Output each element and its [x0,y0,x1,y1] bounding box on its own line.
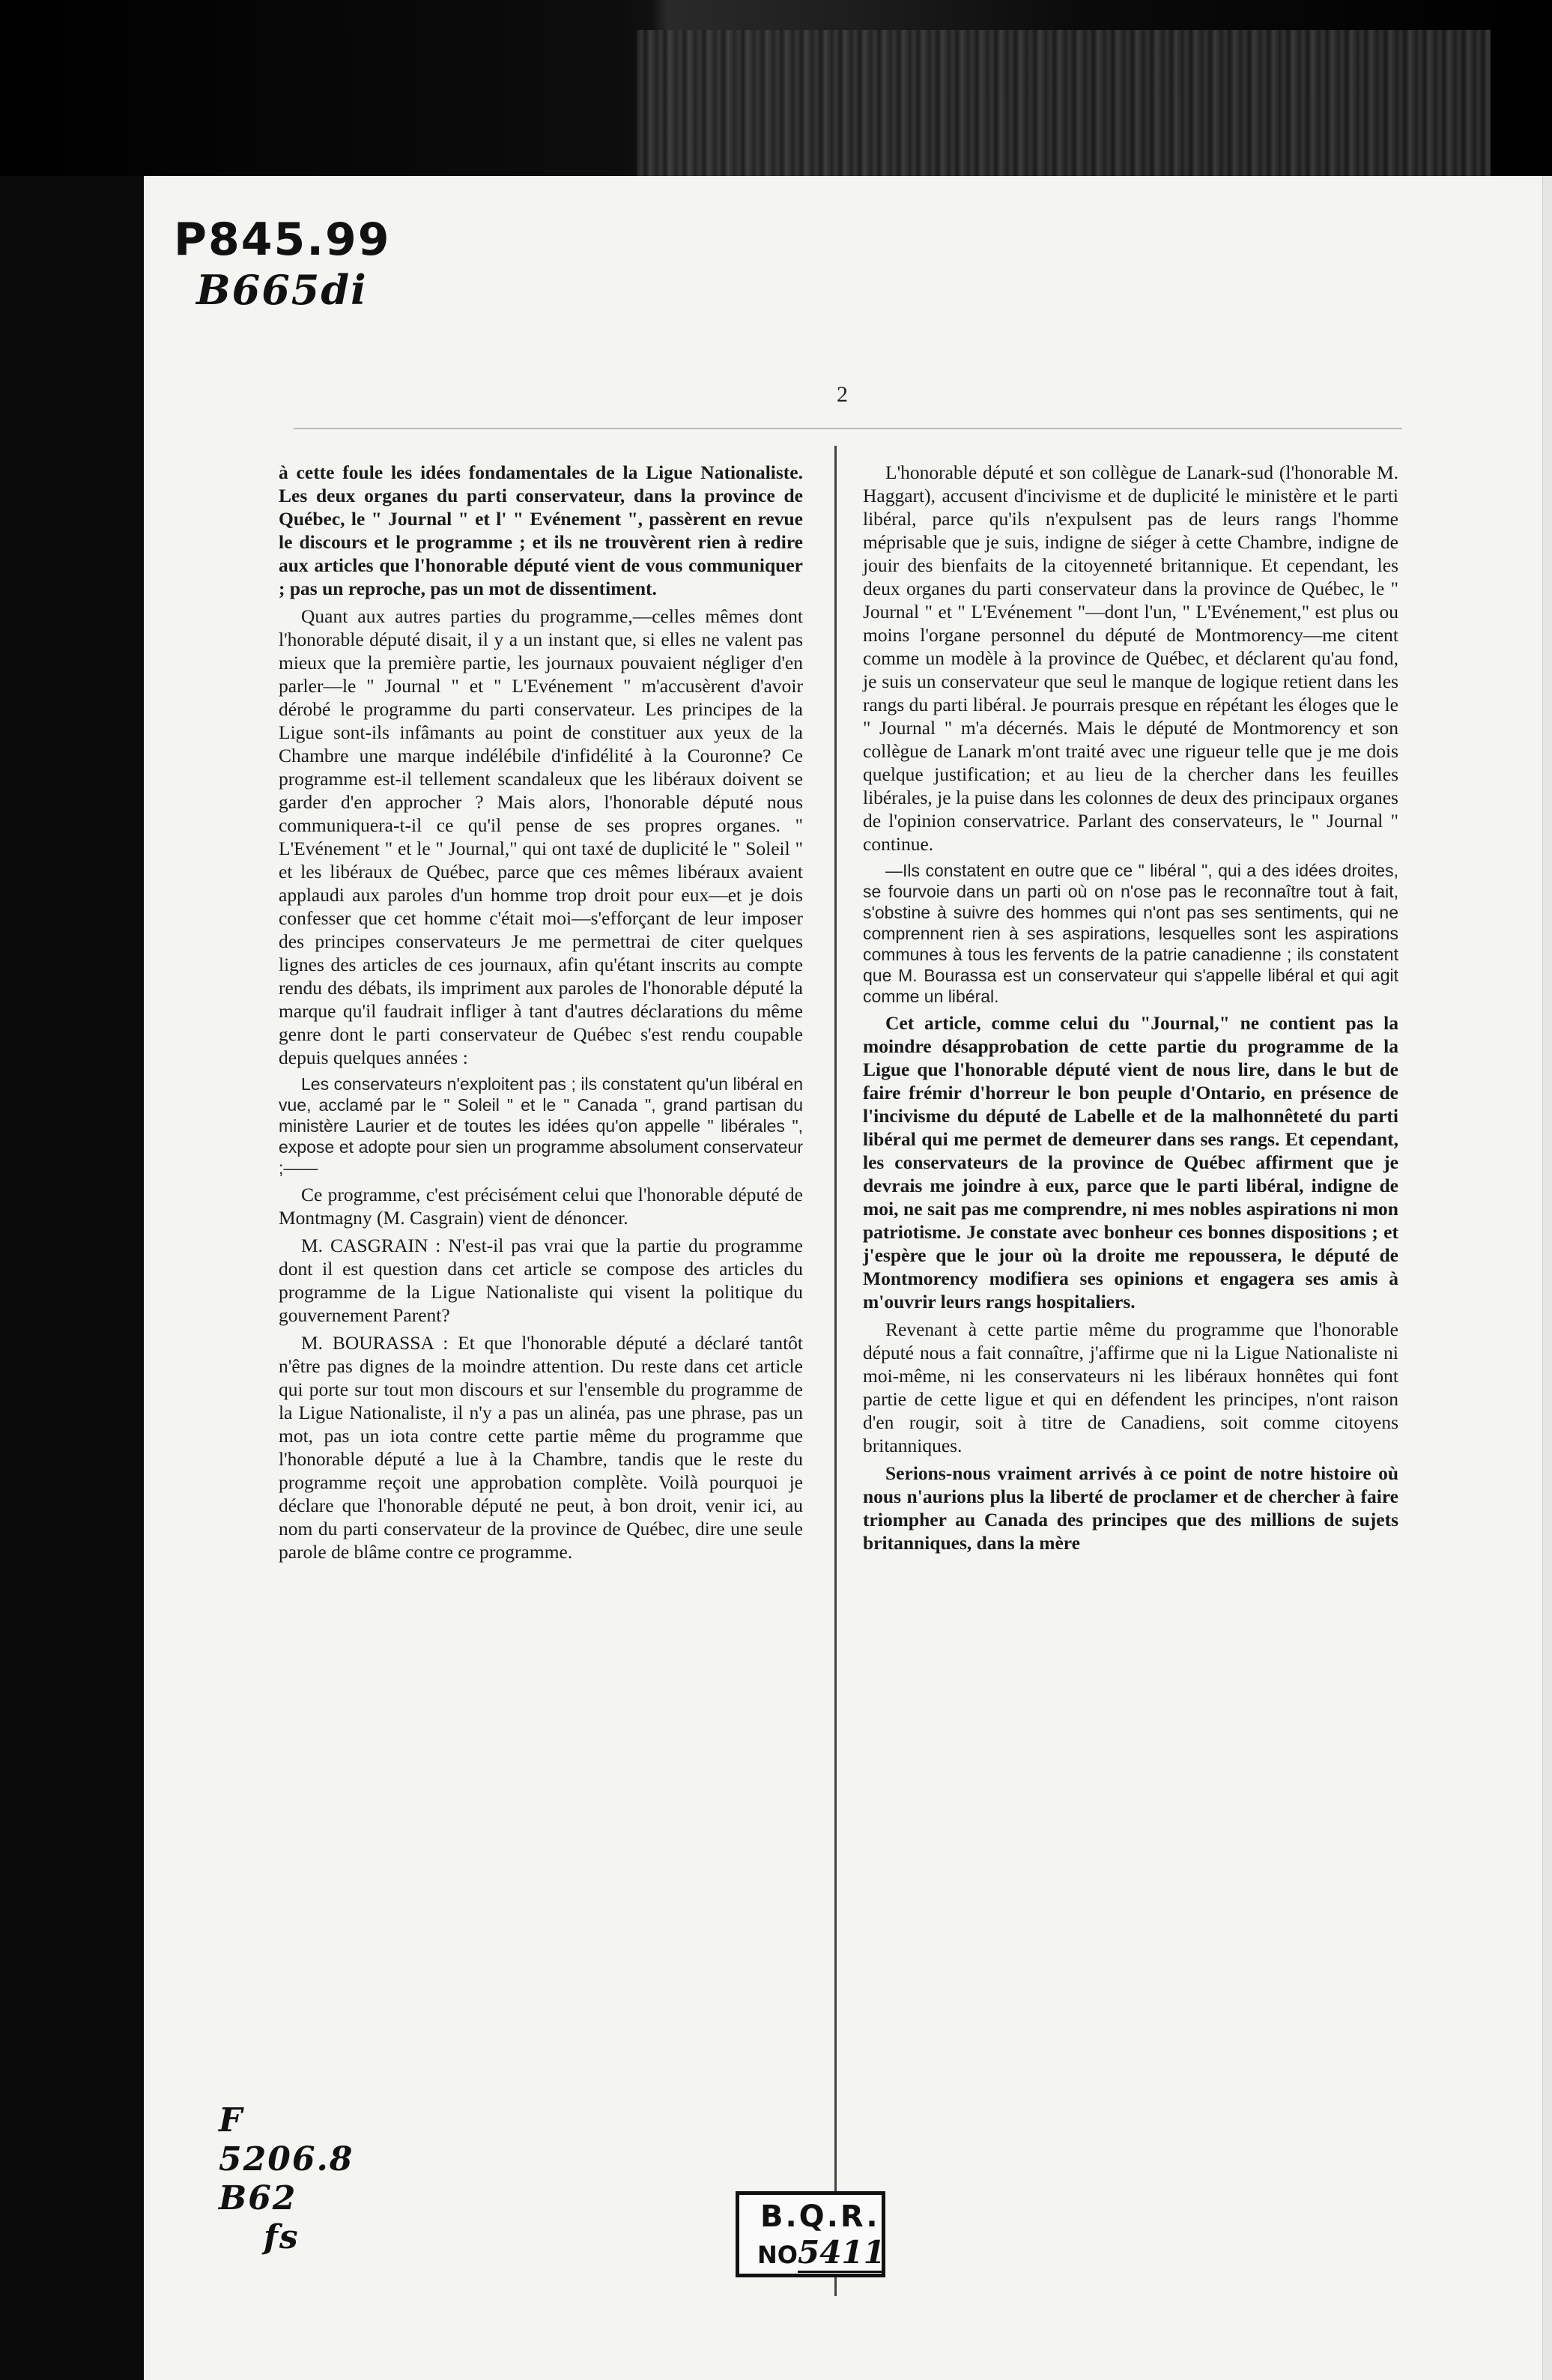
paragraph: Quant aux autres parties du programme,—celles mêmes dont l'honorable député disait, il y a un instant que, si elles ne valent pas mieux que la première partie, les journaux pouvaient négliger d'en parler—le " Journal " et " L'Evénement " m'accusèrent d'avoir dérobé le programme du parti conservateur. Les principes de la Ligue sont-ils infâmants au point de constituer aux yeux de la Chambre une marque indélébile d'infidélité à la Couronne? Ce programme est-il tellement scandaleux que les libéraux doivent se garder d'en approcher ? Mais alors, l'honorable député nous communiquera-t-il ce qu'il pense de ses propres organes. " L'Evénement " et le " Journal," qui ont taxé de duplicité le " Soleil " et les libéraux de Québec, parce que ces mêmes libéraux avaient applaudi aux paroles d'un homme trop droit pour eux—et je dois confesser que cet homme c'était moi—s'efforçant de leur imposer des principes conservateurs Je me permettrai de citer quelques lignes des articles de ces journaux, afin qu'étant inscrits au compte rendu des débats, ils impriment aux paroles de l'honorable député la marque qu'il faudrait infliger à tant d'autres déclarations du même genre dont le parti conservateur de Québec s'est rendu coupable depuis quelques années : [279,605,803,1068]
paragraph: Serions-nous vraiment arrivés à ce point de notre histoire où nous n'aurions plus la liberté de proclamer et de chercher à faire triompher au Canada des principes que des millions de sujets britanniques, dans la mère [863,1462,1398,1554]
catalog-bottom-notes [219,2101,354,2257]
document-page [144,176,1543,2380]
catalog-note: F [219,2101,244,2140]
catalog-note: fs [264,2218,300,2256]
catalog-number: P845.99 [174,214,391,266]
stamp-number [757,2234,885,2271]
left-column [279,461,803,1568]
catalog-author-code: B665di [196,266,368,314]
stamp-number-value: 5411 [798,2234,885,2273]
paragraph: à cette foule les idées fondamentales de la Ligue Nationaliste. Les deux organes du parti conservateur, dans la province de Québec, le " Journal " et l' " Evénement ", passèrent en revue le discours et le programme ; et ils ne trouvèrent rien à redire aux articles que l'honorable député vient de vous communiquer ; pas un reproche, pas un mot de dissentiment. [279,461,803,599]
paragraph: L'honorable député et son collègue de Lanark-sud (l'honorable M. Haggart), accusent d'incivisme et de duplicité le ministère et le parti libéral, parce qu'ils n'expulsent pas de leurs rangs l'homme méprisable que je suis, indigne de siéger à cette Chambre, indigne de jouir des bienfaits de la citoyenneté britannique. Et cependant, les deux organes du parti conservateur dans la province de Québec, le " Journal " et " L'Evénement "—dont l'un, " L'Evénement," est plus ou moins l'organe personnel du député de Montmorency—me citent comme un modèle à la province de Québec, et déclarent qu'au fond, je suis un conservateur que seul le manque de logique retient dans les rangs du parti libéral. Je pourrais presque en répétant les éloges que le " Journal " m'a décernés. Mais le député de Montmorency et son collègue de Lanark m'ont traité avec une rigueur telle que je me dois quelque justification; et au lieu de la chercher dans les feuilles libérales, je la puise dans les colonnes de deux des principaux organes de l'opinion conservatrice. Parlant des conservateurs, le " Journal " continue. [863,461,1398,855]
quoted-paragraph: Les conservateurs n'exploitent pas ; ils constatent qu'un libéral en vue, acclamé par le " Soleil " et le " Canada ", grand partisan du ministère Laurier et de toutes les idées qu'on appelle " libérales ", expose et adopte pour sien un programme absolument conservateur ;—— [279,1074,803,1178]
paragraph: M. CASGRAIN : N'est-il pas vrai que la partie du programme dont il est question dans cet article se compose des articles du programme de la Ligue Nationaliste qui visent la politique du gouvernement Parent? [279,1235,803,1326]
page-number: 2 [837,382,848,407]
stamp-prefix: NO [757,2241,798,2269]
paragraph: Ce programme, c'est précisément celui que l'honorable député de Montmagny (M. Casgrain) vient de dénoncer. [279,1184,803,1229]
library-stamp [736,2191,885,2277]
catalog-note: 5206.8 [219,2140,354,2178]
page-right-edge [1542,176,1552,2380]
stamp-library-code: B.Q.R. [760,2199,880,2234]
column-divider [834,446,837,2296]
paragraph: Cet article, comme celui du "Journal," ne contient pas la moindre désapprobation de cette partie du programme de la Ligue que l'honorable député vient de nous lire, dans le but de faire frémir d'horreur le bon peuple d'Ontario, en présence de l'incivisme du député de Labelle et de la malhonnêteté du parti libéral qui me permet de demeurer dans ses rangs. Et cependant, les conservateurs de la province de Québec affirment que je devrais me joindre à eux, parce que le parti libéral, indigne de moi, ne sait pas me comprendre, ni mes nobles aspirations ni mon patriotisme. Je constate avec bonheur ces bonnes dispositions ; et j'espère que le jour où la droite me repoussera, le député de Montmorency modifiera ses opinions et engagera ses amis à m'ouvrir leurs rangs hospitaliers. [863,1012,1398,1312]
header-rule [294,428,1402,429]
right-column [863,461,1398,1559]
quoted-paragraph: —Ils constatent en outre que ce " libéral ", qui a des idées droites, se fourvoie dans un parti où on n'ose pas le reconnaître tout à fait, s'obstine à suivre des hommes qui n'ont pas ses sentiments, qui ne comprennent rien à ses aspirations, lesquelles sont les aspirations communes à tous les fervents de la patrie canadienne ; ils constatent que M. Bourassa est un conservateur qui s'appelle libéral et qui agit comme un libéral. [863,861,1398,1006]
paragraph: M. BOURASSA : Et que l'honorable député a déclaré tantôt n'être pas dignes de la moindre attention. Du reste dans cet article qui porte sur tout mon discours et sur l'ensemble du programme de la Ligue Nationaliste, il n'y a pas un alinéa, pas une phrase, pas un mot, pas un iota contre cette partie même du programme que l'honorable député a lue à la Chambre, tandis que le reste du programme reçoit une approbation complète. Voilà pourquoi je déclare que l'honorable député ne peut, à bon droit, venir ici, au nom du parti conservateur de la province de Québec, dire une seule parole de blâme contre ce programme. [279,1332,803,1563]
catalog-note: B62 [219,2179,297,2217]
paragraph: Revenant à cette partie même du programme que l'honorable député nous a fait connaître, j'affirme que ni la Ligue Nationaliste ni moi-même, ni les conservateurs ni les libéraux honnêtes qui font partie de cette ligue et qui en défendent les principes, n'ont raison d'en rougir, soit à titre de Canadiens, soit comme citoyens britanniques. [863,1318,1398,1456]
scan-edge-strip [637,30,1491,180]
